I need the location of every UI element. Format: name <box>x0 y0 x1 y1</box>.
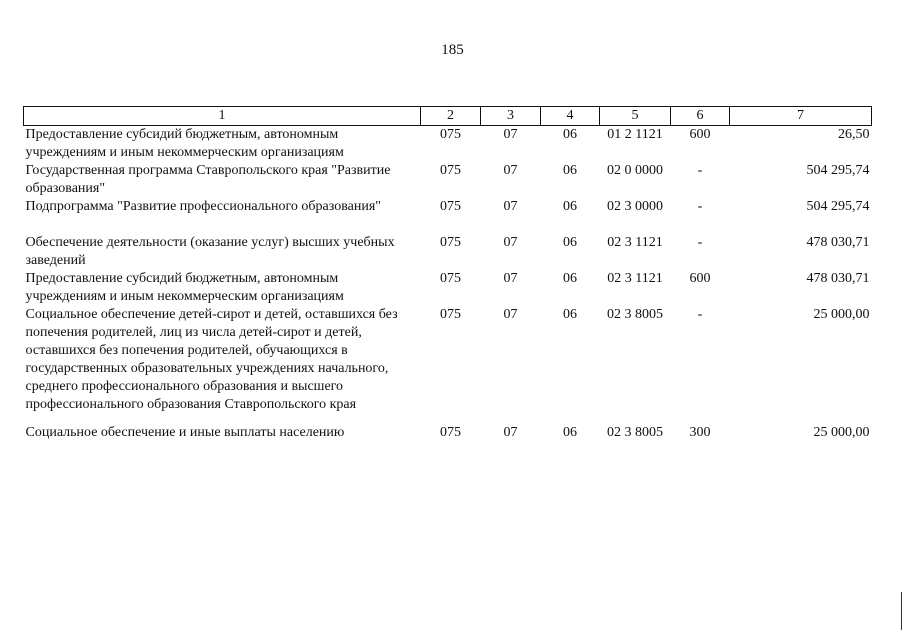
row-name: Государственная программа Ставропольского края "Развитие образования" <box>25 163 391 196</box>
row-code-4: 06 <box>563 425 577 440</box>
row-code-2: 075 <box>440 271 461 286</box>
row-name: Социальное обеспечение детей-сирот и детей, оставшихся без попечения родителей, лиц из числа детей-сирот и детей, оставшихся без попечения родителей, обучающихся в государственных образовательных учреждениях начального, среднего профессионального образования и высшего профессионального образования Ставропольского края <box>25 307 398 412</box>
row-code-3: 07 <box>503 163 518 178</box>
row-code-6: 600 <box>689 271 711 286</box>
row-code-6: - <box>697 199 703 214</box>
row-code-6: 600 <box>689 127 711 142</box>
row-code-4: 06 <box>563 163 577 178</box>
table-header-row <box>24 107 872 126</box>
row-amount: 504 295,74 <box>806 199 870 214</box>
row-code-2: 075 <box>440 127 461 142</box>
row-code-3: 07 <box>503 271 518 286</box>
row-name: Социальное обеспечение и иные выплаты населению <box>25 425 345 440</box>
row-code-4: 06 <box>563 307 577 322</box>
row-code-2: 075 <box>440 199 461 214</box>
row-code-5: 02 3 0000 <box>607 199 663 214</box>
table-row <box>24 424 872 442</box>
table-row <box>24 162 872 198</box>
row-code-5: 02 3 8005 <box>607 425 663 440</box>
row-code-6: - <box>697 307 703 322</box>
table-row <box>24 198 872 234</box>
row-code-6: - <box>697 163 703 178</box>
row-code-5: 02 3 8005 <box>607 307 663 322</box>
column-header-7: 7 <box>730 107 872 126</box>
row-name: Предоставление субсидий бюджетным, автономным учреждениям и иным некоммерческим организациям <box>25 271 344 304</box>
row-name: Подпрограмма "Развитие профессионального образования" <box>25 199 381 214</box>
row-amount: 478 030,71 <box>806 235 870 250</box>
row-code-3: 07 <box>503 127 518 142</box>
budget-table <box>23 106 872 442</box>
row-code-3: 07 <box>503 425 518 440</box>
row-amount: 25 000,00 <box>813 425 870 440</box>
row-code-6: - <box>697 235 703 250</box>
row-code-3: 07 <box>503 199 518 214</box>
column-header-4: 4 <box>541 107 600 126</box>
row-code-4: 06 <box>563 127 577 142</box>
row-code-2: 075 <box>440 307 461 322</box>
table-row <box>24 270 872 306</box>
row-code-5: 02 3 1121 <box>607 235 663 250</box>
row-code-2: 075 <box>440 235 461 250</box>
row-code-2: 075 <box>440 163 461 178</box>
column-header-5: 5 <box>600 107 671 126</box>
row-code-4: 06 <box>563 271 577 286</box>
row-code-5: 02 0 0000 <box>607 163 663 178</box>
column-header-1: 1 <box>24 107 421 126</box>
row-code-4: 06 <box>563 199 577 214</box>
column-header-6: 6 <box>671 107 730 126</box>
page-number: 185 <box>441 42 464 58</box>
row-code-5: 02 3 1121 <box>607 271 663 286</box>
row-code-3: 07 <box>503 307 518 322</box>
row-amount: 478 030,71 <box>806 271 870 286</box>
table-row <box>24 126 872 163</box>
row-code-4: 06 <box>563 235 577 250</box>
row-amount: 26,50 <box>838 127 870 142</box>
scan-edge-mark <box>901 592 902 630</box>
table-row <box>24 306 872 424</box>
row-code-3: 07 <box>503 235 518 250</box>
row-amount: 504 295,74 <box>806 163 870 178</box>
row-name: Обеспечение деятельности (оказание услуг) высших учебных заведений <box>25 235 395 268</box>
row-code-2: 075 <box>440 425 461 440</box>
table-row <box>24 234 872 270</box>
row-amount: 25 000,00 <box>813 307 870 322</box>
column-header-3: 3 <box>481 107 541 126</box>
row-code-6: 300 <box>689 425 711 440</box>
row-name: Предоставление субсидий бюджетным, автономным учреждениям и иным некоммерческим организациям <box>25 127 344 160</box>
column-header-2: 2 <box>421 107 481 126</box>
row-code-5: 01 2 1121 <box>607 127 663 142</box>
